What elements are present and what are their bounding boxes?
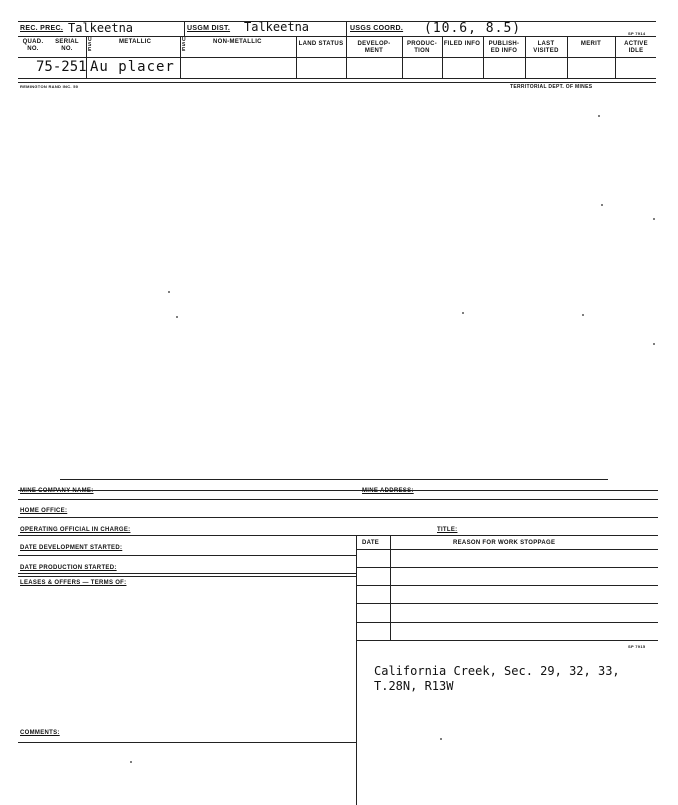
mine-company-name-label: MINE COMPANY NAME:: [20, 488, 94, 494]
filed-info-header: FILED INFO: [443, 41, 481, 47]
speck: [601, 204, 603, 206]
center-divider: [356, 535, 357, 805]
divider: [18, 517, 658, 518]
title-label: TITLE:: [437, 527, 458, 533]
merit-header: MERIT: [580, 41, 602, 47]
operating-official-label: OPERATING OFFICIAL IN CHARGE:: [20, 527, 131, 533]
speck: [598, 115, 600, 117]
card-fold-line: [18, 490, 658, 491]
last-visited-header: LAST VISITED: [533, 41, 559, 54]
divider: [18, 573, 356, 574]
divider: [18, 535, 658, 536]
rec-prec-value: Talkeetna: [68, 21, 134, 35]
date-production-label: DATE PRODUCTION STARTED:: [20, 565, 117, 571]
reason-column-header: REASON FOR WORK STOPPAGE: [453, 540, 556, 546]
speck: [582, 314, 584, 316]
table-header-line: [356, 549, 658, 550]
date-col-divider: [390, 535, 391, 641]
form-number: SP 7914: [628, 31, 646, 36]
land-status-header: LAND STATUS: [298, 41, 344, 47]
bottom-card: [0, 470, 678, 805]
card-top-edge: [60, 479, 608, 480]
metallic-header: METALLIC: [119, 39, 152, 45]
column-header-divider: [18, 57, 656, 58]
comments-label: COMMENTS:: [20, 730, 60, 736]
use-header-2: U S E: [182, 37, 186, 53]
divider: [346, 21, 347, 36]
location-line-1: California Creek, Sec. 29, 32, 33,: [374, 664, 620, 678]
use-header: U S E: [88, 37, 92, 53]
divider: [18, 499, 658, 500]
divider: [296, 36, 297, 78]
home-office-label: HOME OFFICE:: [20, 508, 68, 514]
table-row-line: [356, 640, 658, 641]
quad-no-header: QUAD. NO.: [22, 39, 44, 52]
usgm-dist-value: Talkeetna: [244, 20, 310, 34]
speck: [653, 218, 655, 220]
date-development-label: DATE DEVELOPMENT STARTED:: [20, 545, 123, 551]
header-divider: [18, 36, 656, 37]
location-note: [374, 664, 620, 694]
production-header: PRODUC- TION: [406, 41, 438, 54]
published-info-header: PUBLISH- ED INFO: [488, 41, 520, 54]
mine-address-label: MINE ADDRESS:: [362, 488, 414, 494]
card-bottom-line: [18, 82, 656, 83]
active-idle-header: ACTIVE IDLE: [624, 41, 648, 54]
divider: [346, 36, 347, 78]
speck: [168, 291, 170, 293]
table-row-line: [356, 622, 658, 623]
date-column-header: DATE: [362, 540, 380, 546]
usgs-coord-label: USGS COORD.: [350, 25, 404, 32]
divider: [184, 21, 185, 36]
metallic-value: Au placer: [90, 59, 175, 75]
quad-serial-value: 75-251: [36, 59, 87, 75]
serial-no-header: SERIAL NO.: [55, 39, 79, 52]
bottom-form-number: SP 7915: [628, 644, 646, 649]
divider: [180, 36, 181, 78]
divider: [18, 576, 356, 577]
department-imprint: TERRITORIAL DEPT. OF MINES: [510, 84, 593, 90]
rec-prec-label: REC. PREC.: [20, 25, 64, 32]
table-row-line: [356, 603, 658, 604]
development-header: DEVELOP- MENT: [357, 41, 391, 54]
leases-label: LEASES & OFFERS — TERMS OF:: [20, 580, 127, 586]
speck: [176, 316, 178, 318]
speck: [462, 312, 464, 314]
non-metallic-header: NON-METALLIC: [213, 39, 262, 45]
top-card: [0, 0, 678, 100]
table-row-line: [356, 567, 658, 568]
usgs-coord-value: (10.6, 8.5): [424, 21, 522, 36]
printer-imprint: REMINGTON RAND INC. 50: [20, 84, 79, 89]
table-row-line: [356, 585, 658, 586]
usgm-dist-label: USGM DIST.: [187, 25, 231, 32]
divider: [18, 742, 356, 743]
speck: [653, 343, 655, 345]
row-bottom: [18, 78, 656, 79]
divider: [18, 555, 356, 556]
location-line-2: T.28N, R13W: [374, 679, 454, 693]
